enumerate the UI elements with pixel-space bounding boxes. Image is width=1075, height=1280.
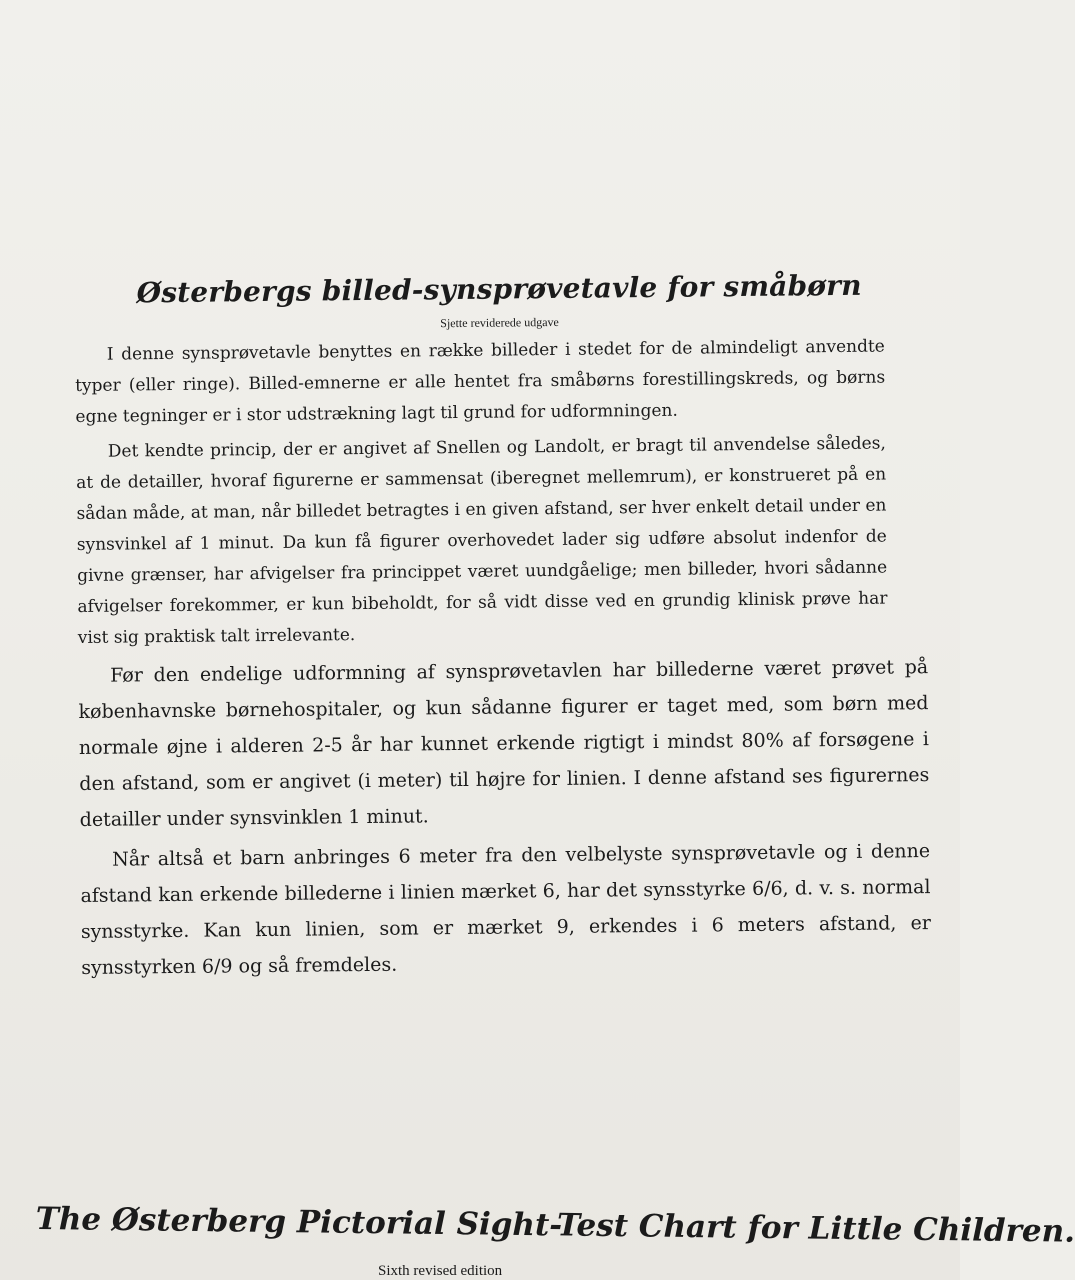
english-title: The Østerberg Pictorial Sight-Test Chart for Little Children.: [35, 1200, 1075, 1250]
document-subtitle: Sjette reviderede udgave: [440, 314, 559, 331]
paragraph-3: Før den endelige udformning af synsprøvetavlen har billederne været prøvet på københavnske børnehospitaler, og kun sådanne figurer er taget med, som børn med normale øjne i alderen 2-5 år har kunnet erkende rigtigt i mindst 80% af forsøgene i den afstand, som er angivet (i meter) til højre for linien. I denne afstand ses figurernes detailler under synsvinklen 1 minut.: [78, 656, 930, 831]
paragraph-2: Det kendte princip, der er angivet af Snellen og Landolt, er bragt til anvendelse således, at de detailler, hvoraf figurerne er sammensat (iberegnet mellemrum), er konstrueret på en sådan måde, at man, når billedet betragtes i en given afstand, ser hver enkelt detail under en synsvinkel af 1 minut. Da kun få figurer overhovedet lader sig udføre absolut indenfor de givne grænser, har afvigelser fra princippet været uundgåelige; men billeder, hvori sådanne afvigelser forekommer, er kun bibeholdt, for så vidt disse ved en grundig klinisk prøve har vist sig praktisk talt irrelevante.: [76, 433, 888, 648]
document-title: Østerbergs billed-synsprøvetavle for småbørn: [136, 268, 862, 310]
paragraph-4: Når altså et barn anbringes 6 meter fra den velbelyste synsprøvetavle og i denne afstand kan erkende billederne i linien mærket 6, har det synsstyrke 6/6, d. v. s. normal synsstyrke. Kan kun linien, som er mærket 9, erkendes i 6 meters afstand, er synsstyrken 6/9 og så fremdeles.: [80, 840, 931, 979]
danish-text-block: [74, 265, 931, 986]
english-subtitle: Sixth revised edition: [378, 1263, 503, 1279]
paragraph-1: I denne synsprøvetavle benyttes en række billeder i stedet for de almindeligt anvendte typer (eller ringe). Billed-emnerne er alle hentet fra småbørns forestillingskreds, og børns egne tegninger er i stor udstrækning lagt til grund for udformningen.: [75, 336, 886, 427]
